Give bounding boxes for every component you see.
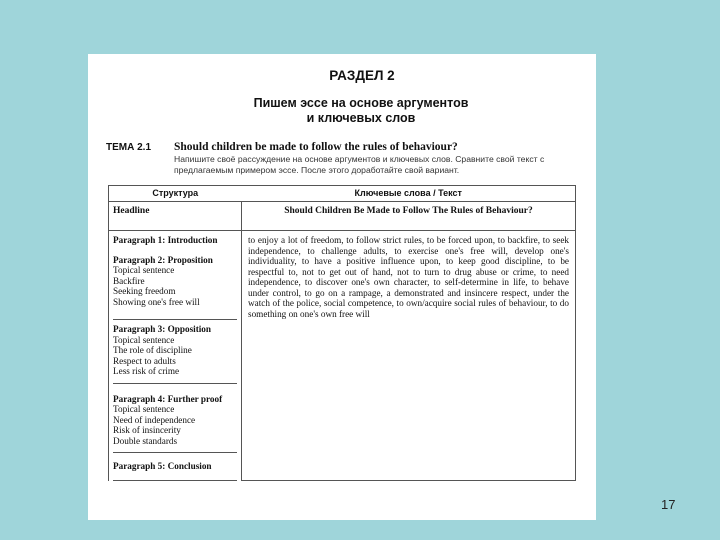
paragraph-item: Topical sentence xyxy=(113,334,175,345)
paragraph-item: Topical sentence xyxy=(113,404,175,414)
table-row-headline xyxy=(109,202,576,231)
page-title xyxy=(88,96,596,126)
paragraph-item: Showing one's free will xyxy=(113,296,200,307)
section-label: РАЗДЕЛ 2 xyxy=(329,68,395,83)
slide-number: 17 xyxy=(661,497,676,512)
topic-instruction: Напишите своё рассуждение на основе аргументов и ключевых слов. Сравните свой текст с предлагаемым примером эссе. После этого доработайте свой вариант. xyxy=(174,154,545,175)
paragraph-title: Paragraph 4: Further proof xyxy=(113,393,223,404)
column-header-keywords: Ключевые слова / Текст xyxy=(242,186,576,202)
paragraph-group xyxy=(113,251,237,321)
paragraph-item: Respect to adults xyxy=(113,355,176,366)
paragraph-title: Paragraph 1: Introduction xyxy=(113,235,218,245)
title-line-2: и ключевых слов xyxy=(306,111,416,125)
document-page xyxy=(88,54,596,520)
paragraph-group xyxy=(113,320,237,384)
table-header-row xyxy=(109,186,576,202)
title-line-1: Пишем эссе на основе аргументов xyxy=(253,96,469,110)
paragraph-item: Seeking freedom xyxy=(113,286,176,296)
column-header-structure: Структура xyxy=(109,186,242,202)
paragraph-title: Paragraph 2: Proposition xyxy=(113,254,213,265)
paragraph-item: Double standards xyxy=(113,435,178,446)
headline-label: Headline xyxy=(109,202,242,231)
paragraph-title: Paragraph 5: Conclusion xyxy=(113,461,212,471)
paragraph-group xyxy=(113,384,237,454)
keywords-column xyxy=(242,231,576,481)
paragraph-item: Backfire xyxy=(113,275,145,286)
spacer xyxy=(113,307,237,313)
paragraph-item: Need of independence xyxy=(113,414,196,425)
paragraph-group xyxy=(113,453,237,481)
paragraph-item: Risk of insincerity xyxy=(113,425,181,435)
paragraph-title: Paragraph 3: Opposition xyxy=(113,324,212,334)
paragraph-item: The role of discipline xyxy=(113,345,192,355)
structure-table xyxy=(108,185,576,481)
paragraph-group xyxy=(113,231,237,251)
keywords-text: to enjoy a lot of freedom, to follow strict rules, to be forced upon, to backfire, to seek independence, to challenge adults, to exercise one's free will, develop one's individuality, to have a positive influence upon, to keep good discipline, to be respectful to, not to get out of hand, not to turn to drug abuse or crime, to need independence, to discover one's own character, to self-determine in life, to behave under control, to go on a rampage, a demonstrated and insincere respect, under the watch of the police, social competence, to own/acquire social rules of behaviour, to do something on one's own free will xyxy=(248,235,569,319)
topic-question: Should children be made to follow the rules of behaviour? xyxy=(174,141,458,153)
structure-column xyxy=(109,231,242,481)
headline-text: Should Children Be Made to Follow The Rules of Behaviour? xyxy=(242,202,576,231)
paragraph-item: Less risk of crime xyxy=(113,366,180,376)
paragraph-item: Topical sentence xyxy=(113,265,175,275)
topic-number: ТЕМА 2.1 xyxy=(106,142,152,153)
table-row-body xyxy=(109,231,576,481)
